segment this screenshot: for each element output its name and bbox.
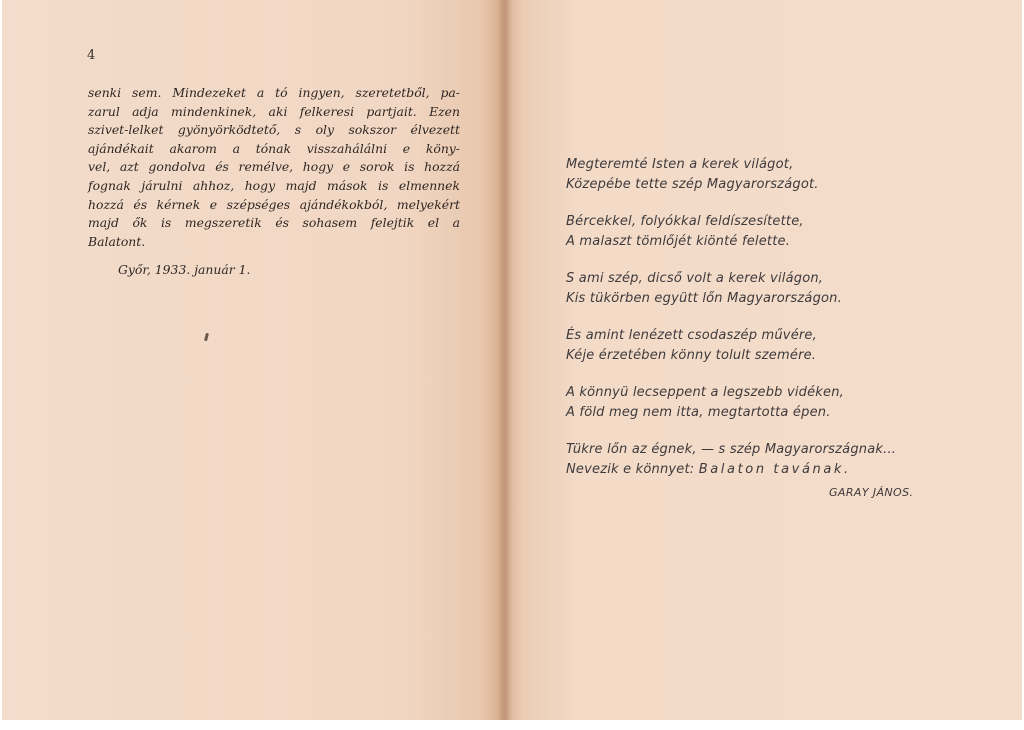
- prose-line: ajándékait akarom a tónak visszahálálni e köny-: [88, 140, 460, 156]
- poem-line: Közepébe tette szép Magyarországot.: [566, 177, 819, 192]
- open-book: [2, 0, 1022, 720]
- date-signoff: Győr, 1933. január 1.: [118, 262, 251, 277]
- poem-line: Bércekkel, folyókkal feldíszesítette,: [566, 214, 804, 229]
- prose-line: Balatont.: [88, 233, 146, 249]
- poem-line-emphasis: Balaton tavának.: [698, 462, 851, 477]
- left-page: [2, 0, 502, 720]
- prose-line: szivet-lelket gyönyörködtető, s oly sokszor élvezett: [88, 122, 460, 138]
- prose-paragraph: [88, 84, 460, 251]
- prose-line: senki sem. Mindezeket a tó ingyen, szeretetből, pa-: [88, 85, 460, 100]
- stanza: [566, 326, 1006, 366]
- page-number: 4: [87, 48, 96, 63]
- poem-line: [566, 460, 1006, 480]
- prose-line: zarul adja mindenkinek, aki felkeresi partjait. Ezen: [88, 103, 460, 119]
- stanza: [566, 269, 1006, 309]
- poem-line: Kéje érzetében könny tolult szemére.: [566, 348, 817, 363]
- prose-line: hozzá és kérnek e szépséges ajándékokból, melyekért: [88, 196, 460, 212]
- stanza: [566, 155, 1006, 195]
- poem-line-prefix: Nevezik e könnyet:: [566, 462, 699, 477]
- poem-line: Tükre lőn az égnek, — s szép Magyarországnak...: [566, 442, 897, 457]
- poem-line: A föld meg nem itta, megtartotta épen.: [566, 405, 831, 420]
- prose-line: vel, azt gondolva és remélve, hogy e sorok is hozzá: [88, 159, 460, 175]
- prose-line: fognak járulni ahhoz, hogy majd mások is elmennek: [88, 177, 460, 193]
- poem-line: Megteremté Isten a kerek világot,: [566, 157, 794, 172]
- poem-line: S ami szép, dicső volt a kerek világon,: [566, 271, 824, 286]
- stanza: [566, 212, 1006, 252]
- poem-line: Kis tükörben együtt lőn Magyarországon.: [566, 291, 842, 306]
- ink-speck: [204, 333, 209, 342]
- poem-line: A könnyü lecseppent a legszebb vidéken,: [566, 385, 844, 400]
- stanza-final: [566, 440, 1006, 480]
- right-page: [502, 0, 1022, 720]
- poem-line: A malaszt tömlőjét kiönté felette.: [566, 234, 791, 249]
- book-gutter: [498, 0, 512, 720]
- poem-author: GARAY JÁNOS.: [829, 486, 914, 499]
- prose-line: majd ők is megszeretik és sohasem felejtik el a: [88, 215, 460, 231]
- stanza: [566, 383, 1006, 423]
- poem: [566, 155, 1006, 497]
- poem-line: És amint lenézett csodaszép művére,: [566, 328, 817, 343]
